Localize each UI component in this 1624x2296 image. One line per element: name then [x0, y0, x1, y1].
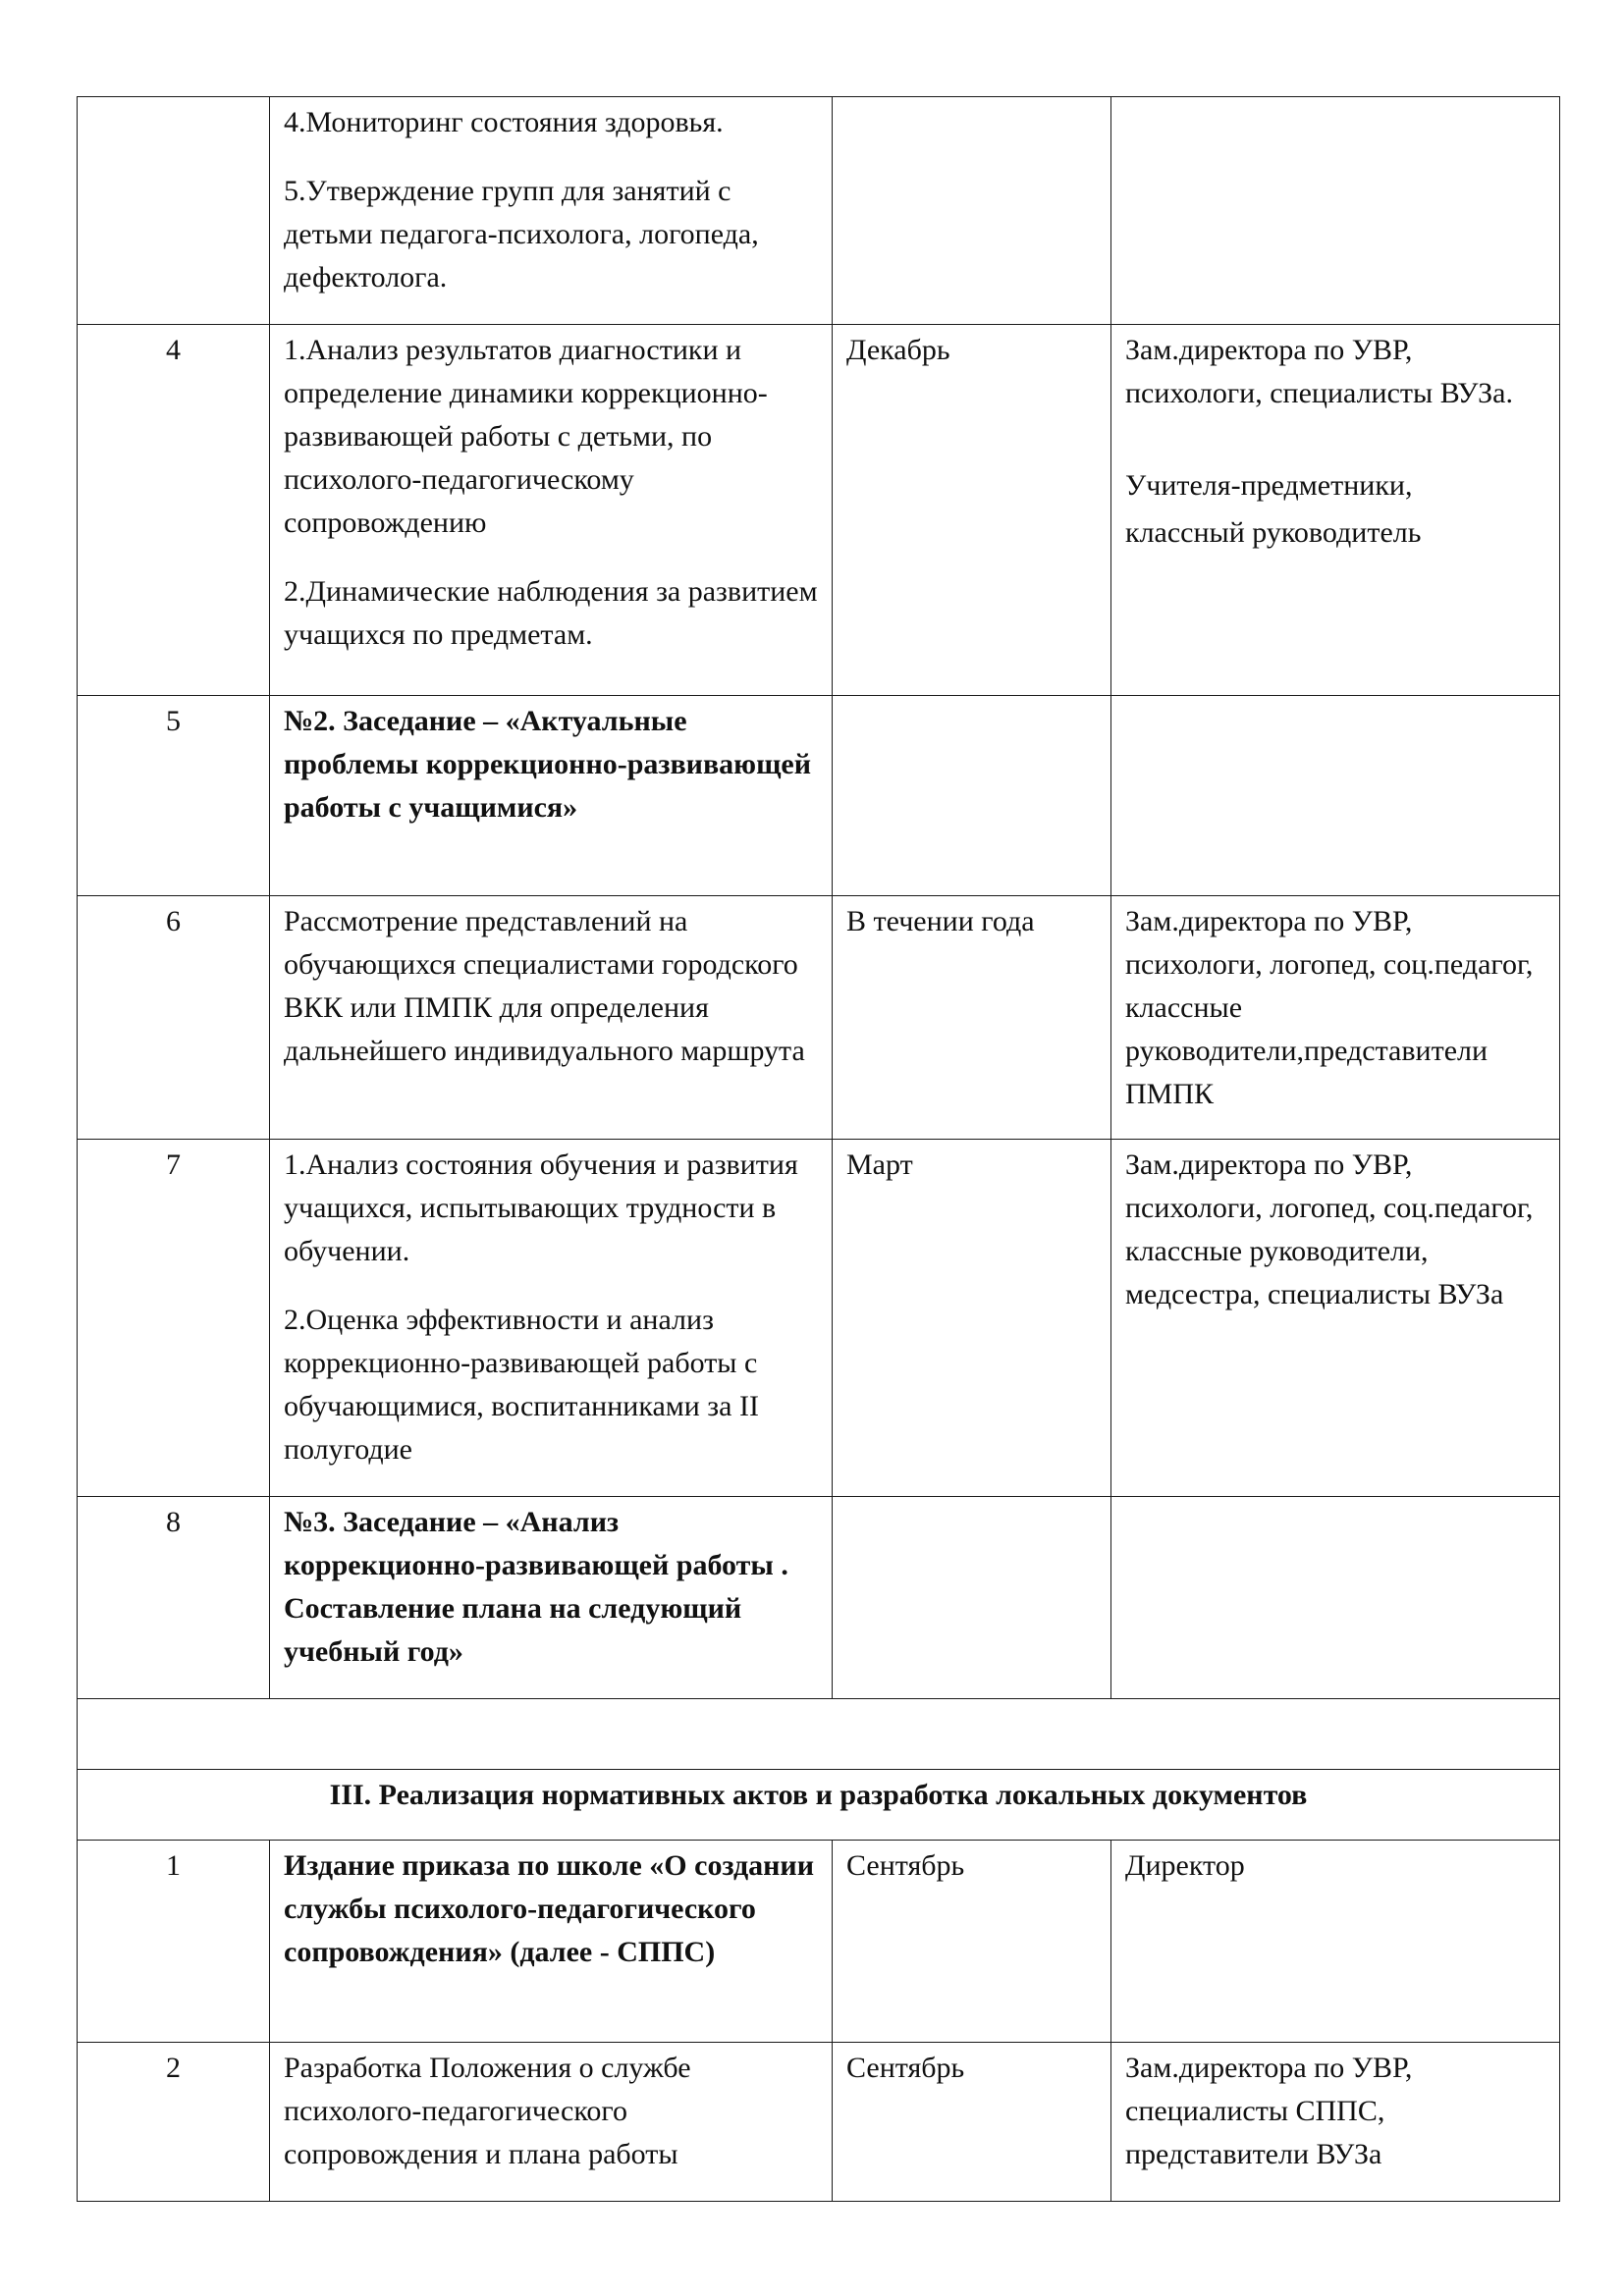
content-paragraph: Издание приказа по школе «О создании службы психолого-педагогического сопровождения» (далее - СППС)	[284, 1849, 814, 1968]
responsible-line: Зам.директора по УВР, специалисты СППС, представители ВУЗа	[1125, 2052, 1413, 2170]
content-paragraph: 4.Мониторинг состояния здоровья.	[284, 106, 724, 138]
row-period	[833, 97, 1111, 325]
row-period	[833, 1497, 1111, 1699]
responsible-line: классный руководитель	[1125, 516, 1422, 549]
row-number: 2	[78, 2043, 270, 2202]
responsible-line: Зам.директора по УВР, психологи, специалисты ВУЗа.	[1125, 334, 1513, 409]
row-number: 5	[78, 696, 270, 896]
table-row	[78, 1841, 1560, 2043]
row-period: Декабрь	[833, 325, 1111, 696]
empty-cell	[78, 1699, 1560, 1770]
row-content	[270, 896, 833, 1140]
responsible-line: Учителя-предметники,	[1125, 469, 1413, 502]
row-content	[270, 696, 833, 896]
row-number: 6	[78, 896, 270, 1140]
row-number: 1	[78, 1841, 270, 2043]
row-responsible	[1111, 1140, 1560, 1497]
row-number: 8	[78, 1497, 270, 1699]
row-responsible	[1111, 1497, 1560, 1699]
table-row	[78, 1497, 1560, 1699]
row-responsible	[1111, 97, 1560, 325]
empty-row	[78, 1699, 1560, 1770]
meeting-title: №3. Заседание – «Анализ коррекционно-развивающей работы . Составление плана на следующий учебный год»	[284, 1506, 788, 1668]
section-title: III. Реализация нормативных актов и разработка локальных документов	[78, 1770, 1560, 1841]
table-row	[78, 896, 1560, 1140]
row-content	[270, 1497, 833, 1699]
responsible-line: Зам.директора по УВР, психологи, логопед, соц.педагог, классные руководители,представители ПМПК	[1125, 905, 1534, 1110]
row-responsible	[1111, 1841, 1560, 2043]
content-paragraph: 5.Утверждение групп для занятий с детьми педагога-психолога, логопеда, дефектолога.	[284, 175, 759, 294]
row-number: 7	[78, 1140, 270, 1497]
row-period	[833, 696, 1111, 896]
row-period: Сентябрь	[833, 2043, 1111, 2202]
row-number: 4	[78, 325, 270, 696]
table-row	[78, 1140, 1560, 1497]
content-paragraph: 1.Анализ результатов диагностики и определение динамики коррекционно-развивающей работы с детьми, по психолого-педагогическому сопровождению	[284, 334, 768, 539]
row-period: Сентябрь	[833, 1841, 1111, 2043]
content-paragraph: 2.Оценка эффективности и анализ коррекционно-развивающей работы с обучающимися, воспитанниками за II полугодие	[284, 1304, 759, 1466]
row-content	[270, 1841, 833, 2043]
content-paragraph: 2.Динамические наблюдения за развитием учащихся по предметам.	[284, 575, 818, 651]
section-row	[78, 1770, 1560, 1841]
row-responsible	[1111, 896, 1560, 1140]
row-responsible	[1111, 696, 1560, 896]
row-content	[270, 325, 833, 696]
row-period: В течении года	[833, 896, 1111, 1140]
row-content	[270, 97, 833, 325]
row-responsible	[1111, 2043, 1560, 2202]
content-paragraph: Рассмотрение представлений на обучающихся специалистами городского ВКК или ПМПК для определения дальнейшего индивидуального маршрута	[284, 905, 805, 1067]
plan-table	[77, 96, 1560, 2202]
row-number	[78, 97, 270, 325]
row-period: Март	[833, 1140, 1111, 1497]
row-content	[270, 2043, 833, 2202]
responsible-line: Директор	[1125, 1849, 1245, 1882]
table-row	[78, 2043, 1560, 2202]
meeting-title: №2. Заседание – «Актуальные проблемы коррекционно-развивающей работы с учащимися»	[284, 705, 811, 824]
content-paragraph: Разработка Положения о службе психолого-педагогического сопровождения и плана работы	[284, 2052, 691, 2170]
table-row	[78, 97, 1560, 325]
responsible-line: Зам.директора по УВР, психологи, логопед, соц.педагог, классные руководители, медсестра, специалисты ВУЗа	[1125, 1148, 1534, 1310]
row-responsible	[1111, 325, 1560, 696]
table-row	[78, 325, 1560, 696]
row-content	[270, 1140, 833, 1497]
content-paragraph: 1.Анализ состояния обучения и развития учащихся, испытывающих трудности в обучении.	[284, 1148, 798, 1267]
table-row	[78, 696, 1560, 896]
